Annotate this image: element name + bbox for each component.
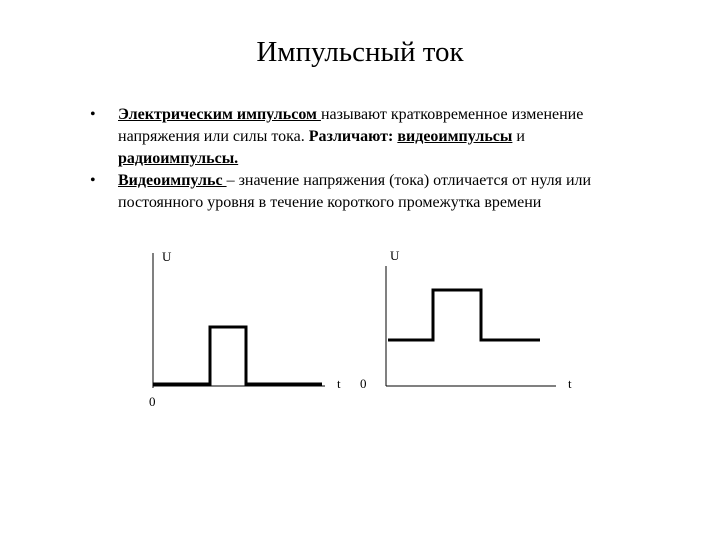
slide-title: Импульсный ток — [256, 36, 464, 68]
bullet-marker: • — [90, 106, 96, 123]
graph-right — [360, 248, 572, 391]
graph-right-pulse — [388, 290, 540, 340]
graph-right-y-label: U — [390, 248, 400, 263]
graph-right-x-label: t — [568, 376, 572, 391]
term-radio-impulses: радиоимпульсы. — [118, 150, 239, 167]
bullet1-text-b: Различают: — [308, 128, 398, 145]
term-video-impulses: видеоимпульсы — [397, 128, 513, 145]
graph-left-pulse — [153, 327, 322, 384]
graph-right-origin-label: 0 — [360, 376, 367, 391]
term-electric-impulse: Электрическим импульсом — [118, 106, 321, 123]
bullet1-text-c: и — [512, 128, 525, 145]
graph-left-origin-label: 0 — [149, 394, 156, 409]
bullet2-text: – значение напряжения (тока) отличается от нуля или постоянного уровня в течение короткого промежутка времени — [118, 172, 592, 211]
bullet1-text-a: называют кратковременное изменение напряжения или силы тока. — [118, 106, 584, 145]
term-video-impulse: Видеоимпульс — [118, 172, 227, 189]
graph-left-x-label: t — [337, 376, 341, 391]
graph-left-y-label: U — [162, 249, 172, 264]
graph-left — [149, 249, 341, 409]
bullet-marker: • — [90, 172, 96, 189]
